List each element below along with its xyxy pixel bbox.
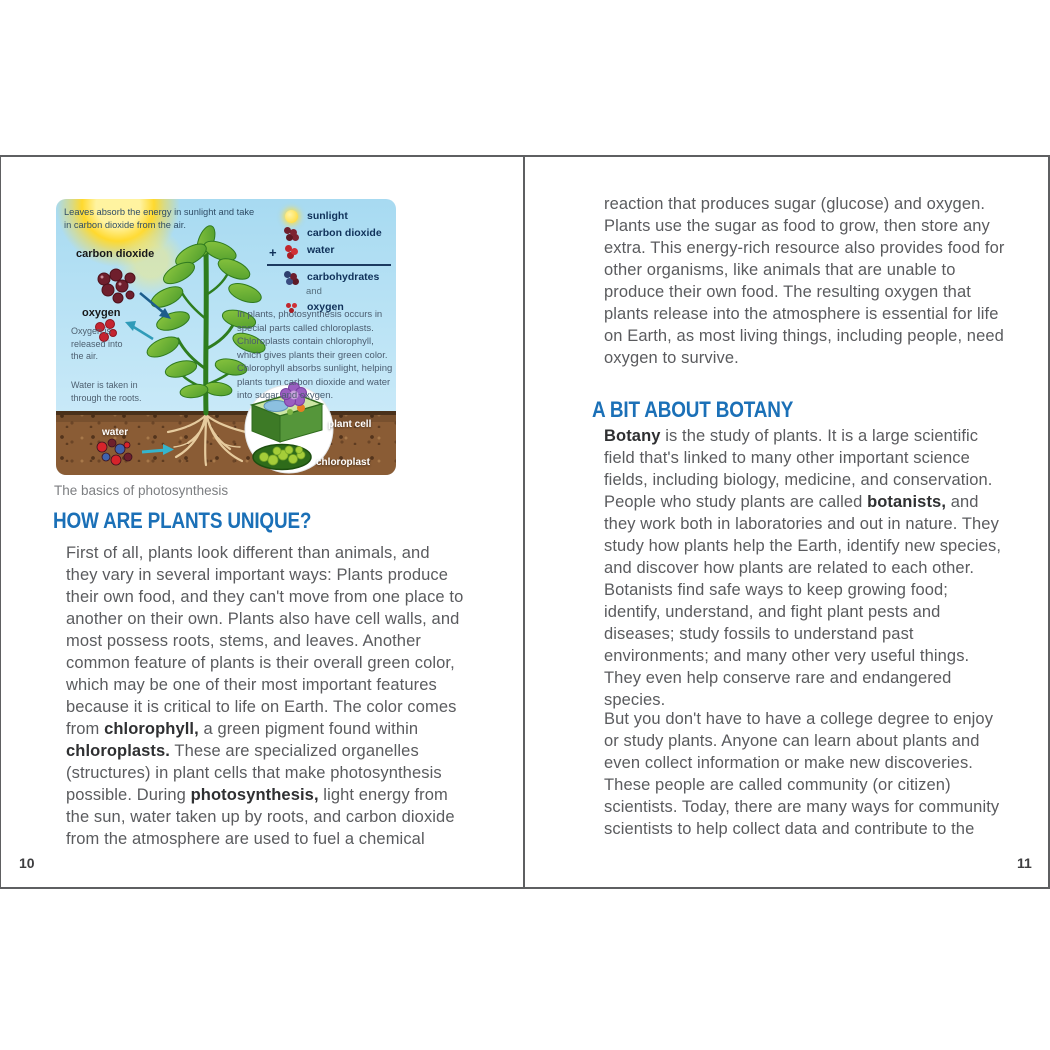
water-molecules <box>97 439 132 465</box>
photosynthesis-figure <box>56 199 396 475</box>
legend-row-carbohydrates <box>284 268 396 285</box>
figure-side-text: In plants, photosynthesis occurs in special parts called chloroplasts. Chloroplasts contain chlorophyll, which gives plants their green color. Chlorophyll absorbs sunlight, helping plants turn carbon dioxide and water into sugar and oxygen. <box>237 309 393 401</box>
carbon-dioxide-label: carbon dioxide <box>76 248 155 260</box>
figure-intro-text: Leaves absorb the energy in sunlight and take in carbon dioxide from the air. <box>64 207 255 230</box>
arrow-water-to-roots <box>142 444 174 455</box>
section-heading-a-bit-about-botany <box>592 397 826 423</box>
right-page-paragraph-botany: Botany is the study of plants. It is a large scientific field that's linked to many other important science fields, including biology, medicine, and conservation. People who study plants are called botanists, and they work both in laboratories and out in nature. They study how plants help the Earth, identify new species, and discover how plants are related to each other. Botanists find safe ways to keep growing food; identify, understand, and fight plant pests and diseases; study fossils to understand past environments; and many other very useful things. They even help conserve rare and endangered species. <box>604 427 1002 709</box>
plus-sign: + <box>269 245 277 260</box>
legend-row-sunlight <box>284 207 396 224</box>
heading-text: HOW ARE PLANTS UNIQUE? <box>53 508 312 533</box>
plant-roots <box>168 412 250 465</box>
section-heading-how-are-plants-unique <box>53 508 353 534</box>
heading-text: A BIT ABOUT BOTANY <box>592 397 794 422</box>
carbon-dioxide-molecules <box>98 269 135 303</box>
water-label: water <box>102 427 129 438</box>
legend-label: sunlight <box>307 209 348 222</box>
oxygen-note: Oxygen is released into the air. <box>71 326 123 361</box>
legend-label: carbon dioxide <box>307 226 382 239</box>
book-spread <box>0 155 1050 889</box>
equation-line <box>267 264 391 266</box>
legend-row-water <box>284 241 396 258</box>
legend-label: carbohydrates <box>307 270 380 283</box>
plant-cell-label: plant cell <box>328 419 372 430</box>
sun-icon <box>284 209 300 223</box>
legend-label: water <box>307 243 335 256</box>
oxygen-label: oxygen <box>82 307 121 319</box>
page-number-right: 11 <box>1017 855 1032 871</box>
legend-row-carbon-dioxide <box>284 224 396 241</box>
water-molecule-icon <box>284 243 300 257</box>
chloroplast-label: chloroplast <box>316 457 370 468</box>
figure-caption: The basics of photosynthesis <box>54 483 229 498</box>
oxygen-molecule-icon <box>284 300 300 314</box>
legend-and-text: and <box>306 286 322 297</box>
page-divider <box>523 157 525 887</box>
legend-label: oxygen <box>307 300 344 313</box>
legend-row-oxygen <box>284 298 396 315</box>
right-page-paragraph-top: reaction that produces sugar (glucose) and oxygen. Plants use the sugar as food to grow, then store any extra. This energy-rich resource also provides food for other organisms, like animals that are unable to produce their own food. The resulting oxygen that plants release into the atmosphere is essential for life on Earth, as most living things, including people, need oxygen to survive. <box>604 195 1005 367</box>
water-note: Water is taken in through the roots. <box>71 380 142 403</box>
carbon-dioxide-molecule-icon <box>284 226 300 240</box>
right-page-paragraph-citizen-science: But you don't have to have a college degree to enjoy or study plants. Anyone can learn about plants and even collect information or make new discoveries. These people are called community (or citizen) scientists. Today, there are many ways for community scientists to help collect data and contribute to the <box>604 710 1000 838</box>
page-number-left: 10 <box>19 855 35 871</box>
equation-legend <box>284 207 396 315</box>
carbohydrates-molecule-icon <box>284 270 300 284</box>
left-page-paragraph: First of all, plants look different than animals, and they vary in several important ways: Plants produce their own food, and they can't move from one place to another on their own. Plants also have cell walls, and most possess roots, stems, and leaves. Another common feature of plants is their overall green color, which may be one of their most important features because it is critical to life on Earth. The color comes from chlorophyll, a green pigment found within chloroplasts. These are specialized organelles (structures) in plant cells that make photosynthesis possible. During photosynthesis, light energy from the sun, water taken up by roots, and carbon dioxide from the atmosphere are used to fuel a chemical <box>66 544 464 848</box>
